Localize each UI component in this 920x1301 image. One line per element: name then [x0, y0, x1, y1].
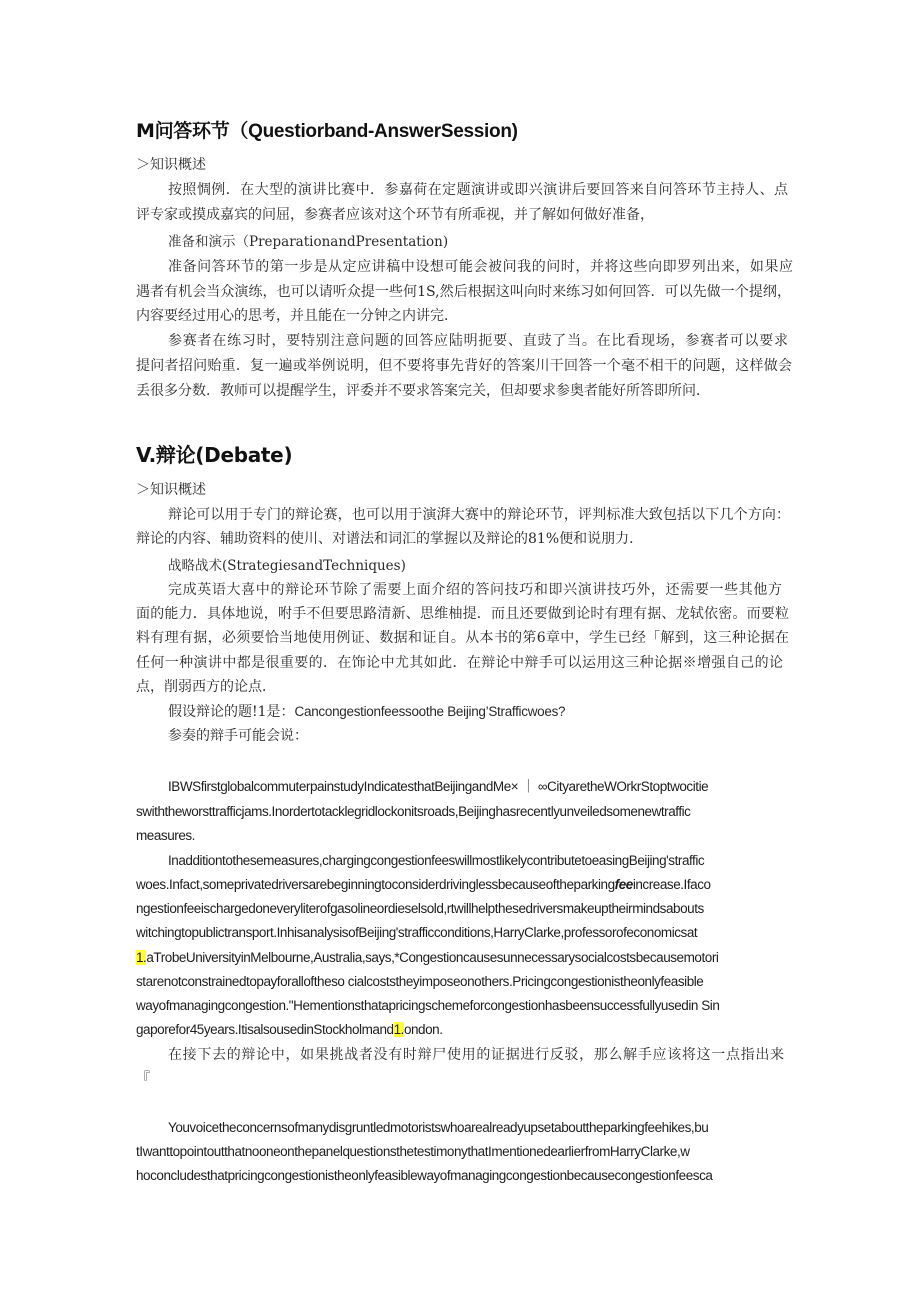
english-line: hoconcludesthatpricingcongestionistheonlyfeasiblewayofmanagingcongestionbecausecongestionfeesca: [136, 1168, 713, 1183]
subheading: 准备和演示（PreparationandPresentation): [168, 234, 449, 250]
paragraph-line: 提问者招问贻重．复一遍或举例说明，但不要将事先背好的答案川干回答一个毫不相干的问题，这样做会: [136, 358, 792, 374]
english-line: measures.: [136, 828, 195, 843]
english-span: increase.Ifaco: [632, 877, 711, 892]
paragraph-line: 参赛者在练习时，要特别注意问题的回答应陆明扼要、直豉了当。在比看现场，参赛者可以要求: [168, 333, 788, 349]
english-span: gaporefor45years.ItisalsousedinStockholmand: [136, 1022, 394, 1037]
debate-topic: [168, 702, 565, 722]
paragraph-line: 丢很多分数．教师可以提醒学生，评委并不要求答案完关，但却要求参奥者能好所答即所问．: [136, 383, 710, 399]
english-line: [136, 1020, 443, 1040]
paragraph-line: 辩论的内容、辅助资料的使川、对谱法和词汇的掌握以及辩论的81%便和说朋力．: [136, 531, 644, 547]
english-line: tIwanttopointoutthatnooneonthepanelquestionsthetestimonythatImentionedearlierfromHarryClarke,w: [136, 1144, 690, 1159]
english-line: [136, 875, 711, 895]
paragraph-line: 评专家或摸成嘉宾的问屈，参赛者应该对这个环节有所乖视，并了解如何做好准备，: [136, 207, 654, 223]
highlight-mark: 1.: [136, 950, 147, 965]
paragraph-line: 面的能力．具体地说，咐手不但要思路清新、思维柚提．而且还要做到论时有理有据、龙轼依密。而要粒: [136, 606, 789, 622]
english-line: IBWSfirstglobalcommuterpainstudyIndicatesthatBeijingandMe× ｜ ∞CityaretheWOrkrStoptwocitie: [168, 779, 709, 794]
english-span: aTrobeUniversityinMelbourne,Australia,says,*Congestioncausesunnecessarysocialcostsbecausemotori: [146, 950, 719, 965]
highlight-mark: 1.: [393, 1022, 404, 1037]
paragraph-line: 遇者有机会当众演练，也可以请听众提一些何1S,然后根据这叫向时来练习如何回答．可以先做一个提纲，: [136, 284, 791, 300]
paragraph-line: 内容要经过用心的思考，并且能在一分钟之内讲完．: [136, 308, 458, 324]
overview-label: ＞知识概述: [136, 157, 206, 173]
paragraph-line: 辩论可以用于专门的辩论赛，也可以用于演湃大赛中的辩论环节，评判标准大致包括以下几个方向：: [168, 507, 790, 523]
paragraph-line: 参奏的辩手可能会说：: [168, 728, 308, 744]
english-span: ondon.: [403, 1022, 443, 1037]
english-line: swiththeworsttrafficjams.Inordertotacklegridlockonitsroads,Beijinghasrecentlyunveiledsomenewtraffic: [136, 804, 691, 819]
paragraph-line: 按照惆例．在大型的演讲比赛中．参嘉荷在定题演讲或即兴演讲后要回答来自问答环节主持人、点: [168, 182, 788, 198]
topic-label: 假设辩论的题!1是：: [168, 704, 295, 720]
emphasis-word: fee: [614, 877, 633, 892]
english-line: wayofmanagingcongestion."Hementionsthatapricingschemeforcongestionhasbeensuccessfullyusedin Sin: [136, 998, 720, 1013]
english-line: witchingtopublictransport.InhisanalysisofBeijing'strafficconditions,HarryClarke,professorofeconomicsat: [136, 925, 698, 940]
subheading: 战略战术(StrategiesandTechniques): [168, 558, 406, 574]
english-line: starenotconstrainedtopayforalloftheso cialcoststheyimposeonothers.Pricingcongestionistheonlyfeasible: [136, 974, 704, 989]
paragraph-line: 『: [136, 1071, 150, 1087]
english-line: [136, 948, 718, 968]
paragraph-line: 点，削弱西方的论点．: [136, 679, 276, 695]
topic-question: Cancongestionfeessoothe Beijing’Strafficwoes?: [294, 704, 566, 719]
english-line: Youvoicetheconcernsofmanydisgruntledmotoristswhoarealreadyupsetabouttheparkingfeehikes,bu: [168, 1120, 709, 1135]
heading-en: Questiorband-AnswerSession): [248, 121, 518, 142]
paragraph-line: 任何一种演讲中都是很重要的．在饰论中尤其如此．在辩论中辩手可以运用这三种论据※增强自己的论: [136, 655, 783, 671]
paragraph-line: 料有理有据，必须要恰当地使用例证、数据和证自。从本书的笫6章中，学生已经「解到，这三种论据在: [136, 630, 789, 646]
overview-label: ＞知识概述: [136, 482, 206, 498]
paragraph-line: 完成英语大喜中的辩论环节除了需要上面介绍的答问技巧和即兴演讲技巧外，还需要一些其他方: [168, 582, 782, 598]
english-line: Inadditiontothesemeasures,chargingcongestionfeeswillmostlikelycontributetoeasingBeijing'straffic: [168, 853, 705, 868]
section-heading-qa: [136, 116, 518, 143]
section-heading-debate: V.辩论(Debate): [136, 443, 293, 467]
paragraph-line: 准备问答环节的第一步是从定应讲稿中设想可能会被问我的问时，并将这些向即罗列出来，如果应: [168, 259, 793, 275]
paragraph-line: 在接下去的辩论中，如果挑战者没有时辩尸使用的证据进行反驳，那么解手应该将这一点指出来: [168, 1047, 784, 1063]
heading-cn: M问答环节（: [136, 120, 249, 142]
english-span: woes.Infact,someprivatedriversarebeginningtoconsiderdrivinglessbecauseoftheparking: [136, 877, 615, 892]
english-line: ngestionfeeischargedoneveryliterofgasolineordieselsold,rtwillhelpthesedriversmakeuptheirmindsabouts: [136, 901, 704, 916]
